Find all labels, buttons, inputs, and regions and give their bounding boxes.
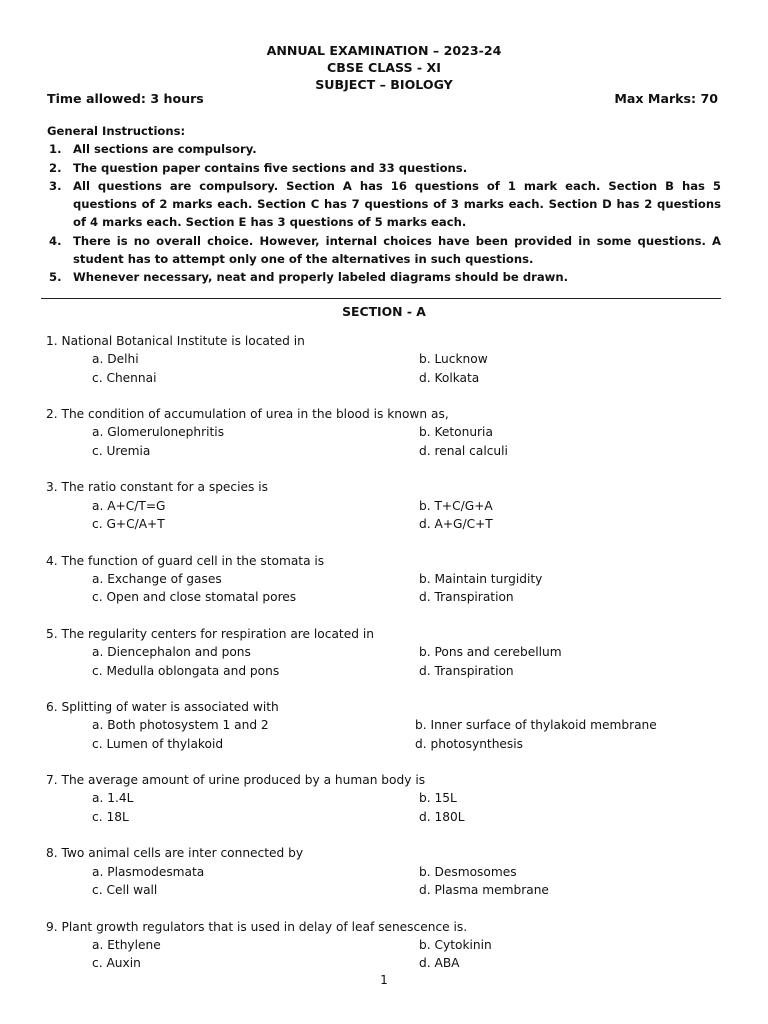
option-b: b. Desmosomes xyxy=(419,864,517,879)
instruction-text: All sections are compulsory. xyxy=(73,142,257,157)
question-item xyxy=(46,554,726,627)
option-d: d. 180L xyxy=(419,809,465,824)
question-text: 2. The condition of accumulation of urea in the blood is known as, xyxy=(46,407,449,422)
general-instructions xyxy=(47,122,721,287)
instructions-title: General Instructions: xyxy=(47,124,186,138)
option-b: b. Cytokinin xyxy=(419,937,492,952)
instruction-item xyxy=(47,268,721,286)
option-a: a. Diencephalon and pons xyxy=(92,644,251,659)
question-item xyxy=(46,480,726,553)
instruction-item xyxy=(47,232,721,269)
question-text: 1. National Botanical Institute is located in xyxy=(46,334,305,348)
option-d: d. Plasma membrane xyxy=(419,883,549,898)
option-c: c. Open and close stomatal pores xyxy=(92,590,297,605)
option-a: a. Plasmodesmata xyxy=(92,864,205,879)
max-marks: Max Marks: 70 xyxy=(614,91,718,106)
exam-title: ANNUAL EXAMINATION – 2023-24 xyxy=(266,43,502,58)
option-c: c. Medulla oblongata and pons xyxy=(92,663,280,678)
option-a: a. Delhi xyxy=(92,352,139,367)
section-title: SECTION - A xyxy=(342,304,426,319)
question-item xyxy=(46,407,726,480)
exam-class: CBSE CLASS - XI xyxy=(327,60,441,75)
option-c: c. Uremia xyxy=(92,443,151,458)
instruction-text: All questions are compulsory. Section A has 16 questions of 1 mark each. Section B has 5 questions of 2 marks each. Section C has 7 questions of 3 marks each. Section D has 2 questions of 4 marks each. Section E has 3 questions of 5 marks each. xyxy=(73,178,721,230)
option-c: c. Cell wall xyxy=(92,883,158,898)
option-b: b. 15L xyxy=(419,791,457,806)
divider-line xyxy=(41,298,721,299)
instructions-list xyxy=(47,140,721,286)
option-c: c. Chennai xyxy=(92,370,157,385)
instruction-number: 5. xyxy=(49,270,62,285)
question-item xyxy=(46,846,726,919)
option-d: d. Kolkata xyxy=(419,370,480,385)
option-b: b. Ketonuria xyxy=(419,425,493,440)
question-text: 9. Plant growth regulators that is used in delay of leaf senescence is. xyxy=(46,919,468,934)
option-d: d. photosynthesis xyxy=(415,736,524,751)
option-d: d. Transpiration xyxy=(419,590,514,605)
option-a: a. A+C/T=G xyxy=(92,498,166,513)
instruction-number: 3. xyxy=(49,178,62,193)
question-item xyxy=(46,700,726,773)
question-text: 6. Splitting of water is associated with xyxy=(46,699,279,714)
instruction-text: The question paper contains five sections and 33 questions. xyxy=(73,160,468,175)
question-item xyxy=(46,773,726,846)
instruction-item xyxy=(47,177,721,232)
question-list xyxy=(46,334,726,993)
option-b: b. Inner surface of thylakoid membrane xyxy=(415,718,657,733)
instruction-item xyxy=(47,140,721,158)
option-b: b. T+C/G+A xyxy=(419,498,493,513)
page-number: 1 xyxy=(380,973,388,987)
instruction-number: 1. xyxy=(49,142,62,157)
question-text: 7. The average amount of urine produced by a human body is xyxy=(46,773,426,788)
question-item xyxy=(46,627,726,700)
question-text: 8. Two animal cells are inter connected by xyxy=(46,846,304,861)
option-a: a. Both photosystem 1 and 2 xyxy=(92,718,269,733)
option-d: d. A+G/C+T xyxy=(419,517,493,532)
option-d: d. ABA xyxy=(419,956,460,971)
question-text: 4. The function of guard cell in the stomata is xyxy=(46,553,325,568)
option-a: a. Ethylene xyxy=(92,937,161,952)
instruction-item xyxy=(47,159,721,177)
option-c: c. Lumen of thylakoid xyxy=(92,736,224,751)
instruction-text: There is no overall choice. However, internal choices have been provided in some questions. A student has to attempt only one of the alternatives in such questions. xyxy=(73,233,721,267)
option-c: c. G+C/A+T xyxy=(92,517,165,532)
option-a: a. Exchange of gases xyxy=(92,571,222,586)
option-d: d. Transpiration xyxy=(419,663,514,678)
option-b: b. Pons and cerebellum xyxy=(419,644,562,659)
option-c: c. Auxin xyxy=(92,956,141,971)
option-a: a. Glomerulonephritis xyxy=(92,425,225,440)
time-allowed: Time allowed: 3 hours xyxy=(47,91,204,106)
option-d: d. renal calculi xyxy=(419,443,508,458)
question-text: 3. The ratio constant for a species is xyxy=(46,480,268,495)
option-b: b. Lucknow xyxy=(419,352,488,367)
instruction-number: 2. xyxy=(49,160,62,175)
option-b: b. Maintain turgidity xyxy=(419,571,543,586)
exam-header xyxy=(0,42,768,93)
instruction-text: Whenever necessary, neat and properly labeled diagrams should be drawn. xyxy=(73,270,569,285)
instruction-number: 4. xyxy=(49,233,62,248)
question-item xyxy=(46,334,726,407)
option-a: a. 1.4L xyxy=(92,791,134,806)
exam-subject: SUBJECT – BIOLOGY xyxy=(315,77,453,92)
question-text: 5. The regularity centers for respiration are located in xyxy=(46,626,374,641)
option-c: c. 18L xyxy=(92,809,129,824)
